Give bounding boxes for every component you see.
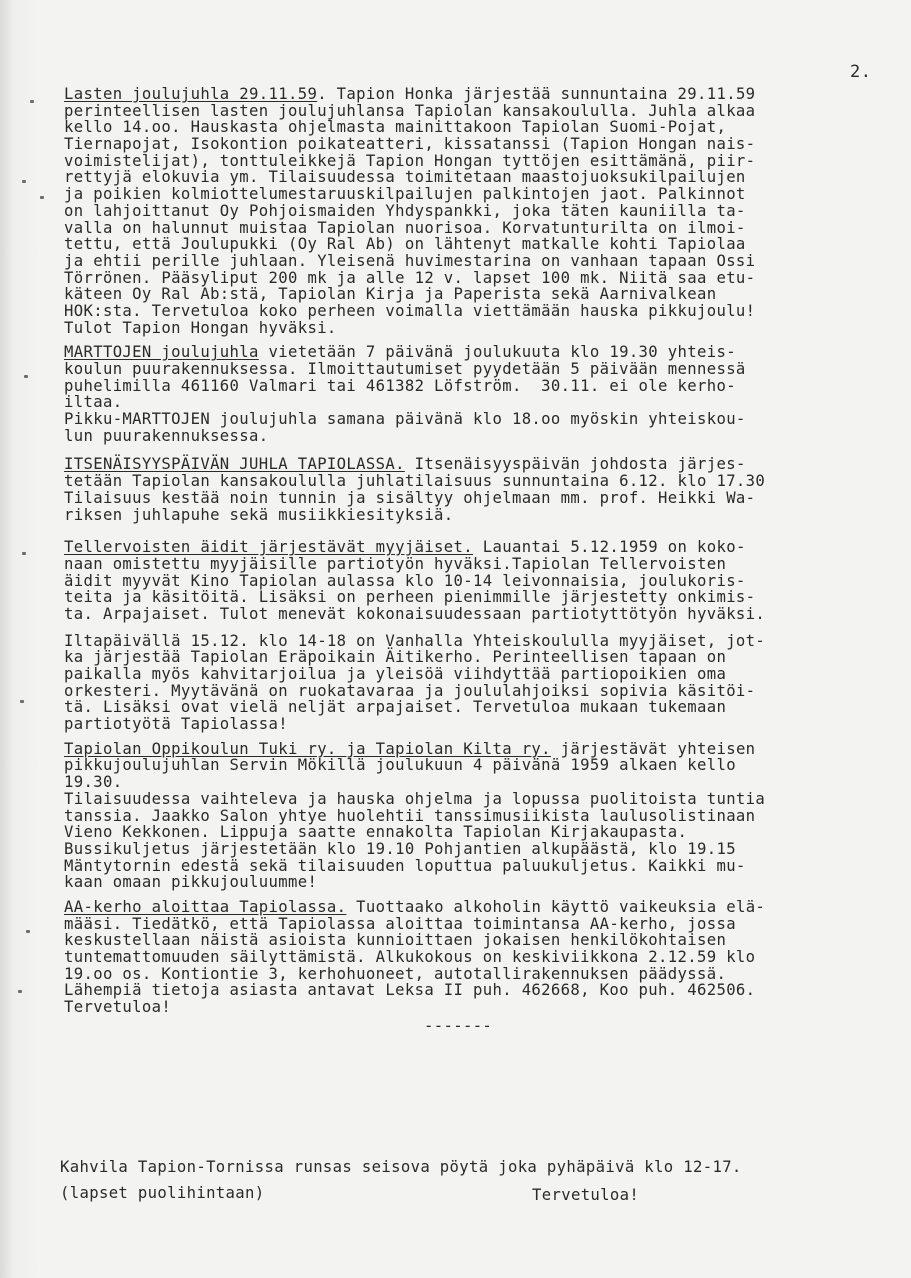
text-line xyxy=(64,741,909,758)
line-text: pikkujoulujuhlan Servin Mökillä joulukuun 4 päivänä 1959 alkaen kello xyxy=(64,756,736,775)
page-number: 2. xyxy=(850,62,872,82)
text-line xyxy=(64,932,909,949)
line-text: Tervetuloa! xyxy=(64,998,172,1017)
text-line xyxy=(64,899,909,916)
margin-speck xyxy=(26,930,30,933)
line-text: iltaa. xyxy=(64,393,123,412)
line-text: 19.30. xyxy=(64,773,123,792)
line-text: Mäntytornin edestä sekä tilaisuuden loputtua paluukuljetus. Kaikki mu- xyxy=(64,856,746,875)
line-text: rettyjä elokuvia ym. Tilaisuudessa toimitetaan maastojuoksukilpailujen xyxy=(64,168,746,187)
text-line xyxy=(64,556,909,573)
section-heading: MARTTOJEN joulujuhla xyxy=(64,343,259,362)
line-text: kaan omaan pikkujouluumme! xyxy=(64,873,318,892)
footer xyxy=(60,1158,900,1210)
line-text: koulun puurakennuksessa. Ilmoittautumiset pyydetään 5 päivään mennessä xyxy=(64,360,746,378)
line-text: orkesteri. Myytävänä on ruokatavaraa ja joululahjoiksi sopivia käsitöi- xyxy=(64,681,756,700)
text-line xyxy=(64,589,909,606)
line-text: perinteellisen lasten joulujuhlansa Tapiolan kansakoululla. Juhla alkaa xyxy=(64,101,756,120)
text-line xyxy=(64,303,909,320)
text-line xyxy=(64,153,909,170)
line-text: tanssia. Jaakko Salon yhtye huolehtii tanssimusiikista laulusolistinaan xyxy=(64,806,756,825)
margin-speck xyxy=(22,180,26,183)
section-gap xyxy=(64,523,909,539)
text-line xyxy=(64,507,909,524)
line-text: lun puurakennuksessa. xyxy=(64,426,269,445)
margin-speck xyxy=(40,196,44,199)
text-line xyxy=(64,320,909,337)
line-text: Tuottaako alkoholin käyttö vaikeuksia elä- xyxy=(346,897,766,916)
line-text: voimistelijat), tonttuleikkejä Tapion Hongan tyttöjen esittämänä, piir- xyxy=(64,151,756,170)
text-line xyxy=(64,573,909,590)
text-line xyxy=(64,411,909,428)
divider: ------- xyxy=(424,1016,493,1035)
line-text: . Tapion Honka järjestää sunnuntaina 29.11.59 xyxy=(317,85,756,103)
text-line xyxy=(64,699,909,716)
line-text: Lähempiä tietoja asiasta antavat Leksa II puh. 462668, Koo puh. 462506. xyxy=(64,981,756,1000)
text-line xyxy=(64,966,909,983)
footer-line-children: (lapset puolihintaan) xyxy=(60,1184,265,1202)
line-text: keskustellaan näistä asioista kunnioittaen jokaisen henkilökohtaisen xyxy=(64,931,727,950)
footer-welcome: Tervetuloa! xyxy=(532,1186,640,1204)
margin-speck xyxy=(18,990,22,993)
line-text: riksen juhlapuhe sekä musiikkiesityksiä. xyxy=(64,505,454,524)
section-3 xyxy=(64,456,909,523)
line-text: määsi. Tiedätkö, että Tapiolassa aloittaa toimintansa AA-kerho, jossa xyxy=(64,914,736,933)
text-line xyxy=(64,169,909,186)
text-line xyxy=(64,428,909,445)
section-heading: AA-kerho aloittaa Tapiolassa. xyxy=(64,897,347,916)
margin-speck xyxy=(20,700,24,703)
line-text: on lahjoittanut Oy Pohjoismaiden Yhdyspankki, joka täten kauniilla ta- xyxy=(64,201,746,220)
text-line xyxy=(64,378,909,395)
section-2 xyxy=(64,344,909,444)
line-text: käteen Oy Ral Ab:stä, Tapiolan Kirja ja Paperista sekä Aarnivalkean xyxy=(64,285,717,304)
text-line xyxy=(64,236,909,253)
line-text: Vieno Kekkonen. Lippuja saatte ennakolta Tapiolan Kirjakaupasta. xyxy=(64,823,688,842)
text-line xyxy=(64,858,909,875)
line-text: Lauantai 5.12.1959 on koko- xyxy=(473,538,746,557)
section-heading: Tellervoisten äidit järjestävät myyjäiset. xyxy=(64,538,474,557)
text-line xyxy=(64,344,909,361)
line-text: Tilaisuudessa vaihteleva ja hauska ohjelma ja lopussa puolitoista tuntia xyxy=(64,789,766,808)
line-text: Pikku-MARTTOJEN joulujuhla samana päivänä klo 18.oo myöskin yhteiskou- xyxy=(64,410,746,429)
line-text: valla on halunnut muistaa Tapiolan nuorisoa. Korvatunturilta on ilmoi- xyxy=(64,218,746,237)
line-text: tä. Lisäksi ovat vielä neljät arpajaiset. Tervetuloa mukaan tukemaan xyxy=(64,698,727,717)
line-text: järjestävät yhteisen xyxy=(550,739,756,758)
section-5 xyxy=(64,633,909,733)
text-line xyxy=(64,683,909,700)
line-text: ja poikien kolmiottelumestaruuskilpailujen palkintojen jaot. Palkinnot xyxy=(64,185,746,204)
line-text: HOK:sta. Tervetuloa koko perheen voimalla viettämään hauska pikkujoulu! xyxy=(64,301,756,320)
text-line xyxy=(64,136,909,153)
text-line xyxy=(64,286,909,303)
text-line xyxy=(64,473,909,490)
text-line xyxy=(64,774,909,791)
line-text: ja ehtii perille juhlaan. Yleisenä huvimestarina on vanhaan tapaan Ossi xyxy=(64,251,756,270)
line-text: puhelimilla 461160 Valmari tai 461382 Löfström. 30.11. ei ole kerho- xyxy=(64,376,736,395)
text-line xyxy=(64,220,909,237)
text-line xyxy=(64,824,909,841)
section-6 xyxy=(64,741,909,891)
text-line xyxy=(64,361,909,378)
text-line xyxy=(64,186,909,203)
line-text: tettu, että Joulupukki (Oy Ral Ab) on lähtenyt matkalle kohti Tapiolaa xyxy=(64,235,746,254)
text-line xyxy=(64,86,909,103)
line-text: äidit myyvät Kino Tapiolan aulassa klo 10-14 leivonnaisia, joulukoris- xyxy=(64,571,746,590)
section-heading: Tapiolan Oppikoulun Tuki ry. ja Tapiolan Kilta ry. xyxy=(64,739,551,758)
text-line xyxy=(64,539,909,556)
text-line xyxy=(64,103,909,120)
margin-speck xyxy=(30,100,34,103)
line-text: Tilaisuus kestää noin tunnin ja sisältyy ohjelmaan mm. prof. Heikki Wa- xyxy=(64,488,756,507)
line-text: Tulot Tapion Hongan hyväksi. xyxy=(64,318,337,337)
text-line xyxy=(64,253,909,270)
text-line xyxy=(64,394,909,411)
text-line xyxy=(64,119,909,136)
text-line xyxy=(64,841,909,858)
line-text: teita ja käsitöitä. Lisäksi on perheen pienimmille järjestetty onkimis- xyxy=(64,588,756,607)
text-line xyxy=(64,490,909,507)
footer-line-cafe: Kahvila Tapion-Tornissa runsas seisova pöytä joka pyhäpäivä klo 12-17. xyxy=(60,1158,742,1176)
line-text: tetään Tapiolan kansakoululla juhlatilaisuus sunnuntaina 6.12. klo 17.30 xyxy=(64,472,766,491)
text-line xyxy=(64,949,909,966)
line-text: Törrönen. Pääsyliput 200 mk ja alle 12 v. lapset 100 mk. Niitä saa etu- xyxy=(64,268,756,287)
line-text: ka järjestää Tapiolan Eräpoikain Äitikerho. Perinteellisen tapaan on xyxy=(64,648,727,667)
text-line xyxy=(64,808,909,825)
document-body xyxy=(64,86,909,1034)
line-text: kello 14.oo. Hauskasta ohjelmasta mainittakoon Tapiolan Suomi-Pojat, xyxy=(64,118,727,137)
line-text: partiotyötä Tapiolassa! xyxy=(64,715,288,734)
text-line xyxy=(64,649,909,666)
text-line xyxy=(64,791,909,808)
section-heading: Lasten joulujuhla 29.11.59 xyxy=(64,85,318,103)
line-text: Itsenäisyyspäivän johdosta järjes- xyxy=(404,455,746,474)
line-text: ta. Arpajaiset. Tulot menevät kokonaisuudessaan partiotyttötyön hyväksi. xyxy=(64,604,766,623)
text-line xyxy=(64,606,909,623)
line-text: 19.oo os. Kontiontie 3, kerhohuoneet, autotallirakennuksen päädyssä. xyxy=(64,964,727,983)
text-line xyxy=(64,716,909,733)
margin-speck xyxy=(24,375,28,378)
margin-speck xyxy=(22,552,26,555)
text-line xyxy=(64,633,909,650)
text-line xyxy=(64,203,909,220)
section-heading: ITSENÄISYYSPÄIVÄN JUHLA TAPIOLASSA. xyxy=(64,455,405,474)
text-line xyxy=(64,456,909,473)
line-text: naan omistettu myyjäisille partiotyön hyväksi.Tapiolan Tellervoisten xyxy=(64,554,727,573)
text-line xyxy=(64,982,909,999)
section-1 xyxy=(64,86,909,336)
line-text: vietetään 7 päivänä joulukuuta klo 19.30 yhteis- xyxy=(258,343,736,362)
text-line xyxy=(64,999,909,1016)
line-text: paikalla myös kahvitarjoilua ja yleisöä viihdyttää partiopoikien oma xyxy=(64,665,727,683)
text-line xyxy=(64,270,909,287)
line-text: Bussikuljetus järjestetään klo 19.10 Pohjantien alkupäästä, klo 19.15 xyxy=(64,839,736,858)
text-line xyxy=(64,874,909,891)
text-line xyxy=(64,916,909,933)
section-4 xyxy=(64,539,909,622)
text-line xyxy=(64,666,909,683)
line-text: Iltapäivällä 15.12. klo 14-18 on Vanhalla Yhteiskoululla myyjäiset, jot- xyxy=(64,631,766,650)
text-line xyxy=(64,757,909,774)
line-text: Tiernapojat, Isokontion poikateatteri, kissatanssi (Tapion Hongan nais- xyxy=(64,135,756,154)
line-text: tuntemattomuuden säilyttämistä. Alkukokous on keskiviikkona 2.12.59 klo xyxy=(64,948,756,966)
section-7 xyxy=(64,899,909,1016)
